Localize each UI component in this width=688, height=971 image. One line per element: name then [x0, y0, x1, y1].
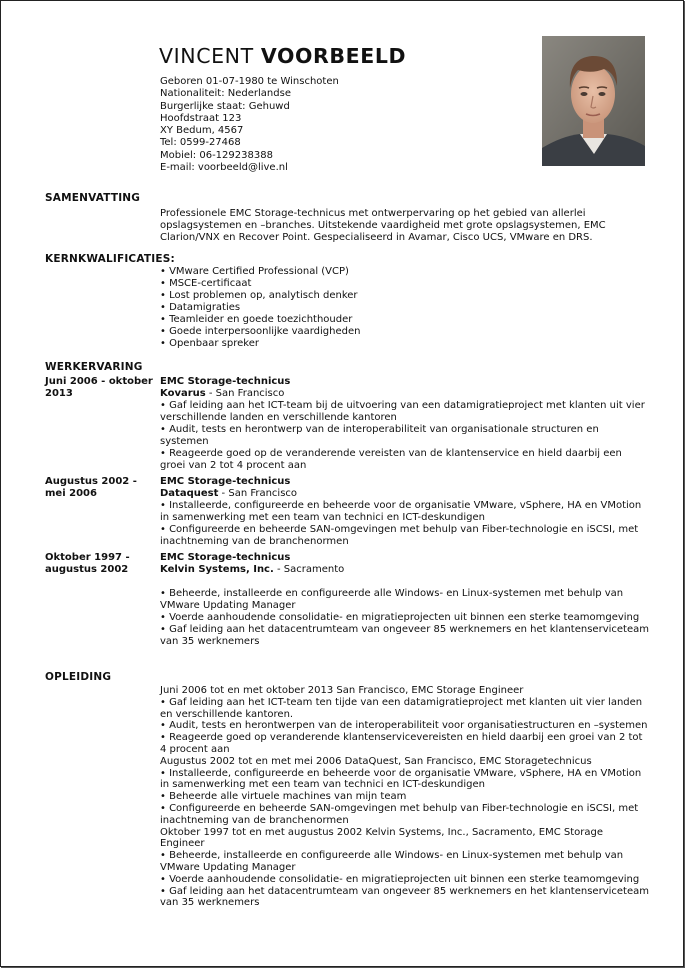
job-dates: Augustus 2002 - mei 2006: [45, 476, 137, 500]
job-bullet: • Configureerde en beheerde SAN-omgevingen met behulp van Fiber-technologie en iSCSI, met inachtneming van de branchenormen: [160, 524, 639, 547]
birth-info: Geboren 01-07-1980 te Winschoten: [160, 76, 339, 87]
education-bullet: • Audit, tests en herontwerpen van de interoperabiliteit voor organisatiestructuren en –systemen: [160, 720, 648, 732]
job-dates: Juni 2006 - oktober 2013: [45, 376, 153, 400]
skill-item: • Teamleider en goede toezichthouder: [160, 314, 353, 325]
job-title: EMC Storage-technicus: [160, 552, 291, 563]
job-dates: Oktober 1997 - augustus 2002: [45, 552, 130, 576]
education-bullet: • Gaf leiding aan het datacentrumteam van ongeveer 85 werknemers en het klantenserviceteam van 35 werknemers: [160, 885, 649, 909]
phone: Tel: 0599-27468: [160, 137, 241, 149]
summary-text: Professionele EMC Storage-technicus met ontwerpervaring op het gebied van allerlei opslagsystemen en –branches. Uitstekende vaardigheid met grote opslagsystemen, EMC Clarion/VNX en Recover Point. Gespecialiseerd in Avamar, Cisco UCS, VMware en DRS.: [160, 208, 606, 243]
education-entry-header: Juni 2006 tot en met oktober 2013 San Francisco, EMC Storage Engineer: [160, 685, 524, 696]
skills-heading: KERNKWALIFICATIES:: [45, 253, 175, 265]
education-entry-header: Oktober 1997 tot en met augustus 2002 Kelvin Systems, Inc., Sacramento, EMC Storage Engineer: [160, 826, 604, 850]
education-bullet: • Voerde aanhoudende consolidatie- en migratieprojecten uit binnen een sterke teamomgeving: [160, 873, 640, 885]
job-title: EMC Storage-technicus: [160, 476, 291, 487]
first-name: VINCENT: [159, 44, 254, 68]
profile-photo: [542, 36, 645, 166]
candidate-name: [159, 43, 406, 69]
education-bullet: • Installeerde, configureerde en beheerde voor de organisatie VMware, vSphere, HA en VMotion in samenwerking met een team van technici en ICT-deskundigen: [160, 767, 642, 791]
job-bullet: • Gaf leiding aan het ICT-team bij de uitvoering van een datamigratieproject met klanten uit vier verschillende landen en verschillende kantoren: [160, 400, 645, 423]
job-bullet: • Reageerde goed op de veranderende vereisten van de klantenservice en hield daarbij een groei van 2 tot 4 procent aan: [160, 448, 622, 471]
job-bullet: • Audit, tests en herontwerp van de interoperabiliteit van organisationale structuren en systemen: [160, 424, 599, 447]
skill-item: • Openbaar spreker: [160, 338, 259, 349]
job-bullet: • Installeerde, configureerde en beheerde voor de organisatie VMware, vSphere, HA en VMotion in samenwerking met een team van technici en ICT-deskundigen: [160, 500, 642, 523]
education-bullet: • Reageerde goed op veranderende klantenservicevereisten en hield daarbij een groei van 2 tot 4 procent aan: [160, 732, 643, 755]
skill-item: • Datamigraties: [160, 302, 241, 313]
company-location: - San Francisco: [205, 388, 285, 399]
nationality: Nationaliteit: Nederlandse: [160, 88, 291, 100]
last-name: VOORBEELD: [260, 44, 407, 68]
skill-item: • VMware Certified Professional (VCP): [160, 266, 349, 277]
job-company: [160, 564, 650, 576]
company-name: Dataquest: [160, 488, 219, 499]
marital-status: Burgerlijke staat: Gehuwd: [160, 100, 290, 112]
company-name: Kelvin Systems, Inc.: [160, 564, 274, 575]
spacer: [160, 576, 650, 588]
education-heading: OPLEIDING: [45, 671, 112, 683]
education-bullet: • Gaf leiding aan het ICT-team ten tijde van een datamigratieproject met klanten uit vier landen en verschillende kantoren.: [160, 696, 643, 720]
skill-item: • MSCE-certificaat: [160, 278, 252, 289]
education-bullet: • Beheerde alle virtuele machines van mijn team: [160, 791, 407, 803]
job-entry: [160, 376, 650, 472]
job-company: [160, 388, 650, 400]
company-name: Kovarus: [160, 388, 206, 399]
skill-item: • Lost problemen op, analytisch denker: [160, 290, 358, 301]
summary-heading: SAMENVATTING: [45, 192, 141, 204]
mobile: Mobiel: 06-129238388: [160, 149, 273, 161]
job-bullet: • Gaf leiding aan het datacentrumteam van ongeveer 85 werknemers en het klantenserviceteam van 35 werknemers: [160, 624, 649, 647]
job-bullet: • Voerde aanhoudende consolidatie- en migratieprojecten uit binnen een sterke teamomgeving: [160, 612, 640, 623]
job-title: EMC Storage-technicus: [160, 376, 291, 387]
education-bullet: • Beheerde, installeerde en configureerde alle Windows- en Linux-systemen met behulp van VMware Updating Manager: [160, 850, 624, 873]
street-address: Hoofdstraat 123: [160, 112, 242, 124]
job-entry: [160, 476, 650, 548]
skill-item: • Goede interpersoonlijke vaardigheden: [160, 326, 361, 337]
education-entry-header: Augustus 2002 tot en met mei 2006 DataQuest, San Francisco, EMC Storagetechnicus: [160, 755, 592, 767]
email: E-mail: voorbeeld@live.nl: [160, 162, 288, 174]
company-location: - San Francisco: [218, 488, 298, 499]
company-location: - Sacramento: [273, 564, 345, 575]
education-content: [160, 685, 650, 909]
postal-city: XY Bedum, 4567: [160, 125, 244, 137]
job-company: [160, 488, 650, 500]
job-bullet: • Beheerde, installeerde en configureerde alle Windows- en Linux-systemen met behulp van VMware Updating Manager: [160, 588, 624, 611]
education-bullet: • Configureerde en beheerde SAN-omgevingen met behulp van Fiber-technologie en iSCSI, met inachtneming van de branchenormen: [160, 802, 639, 826]
skills-list: [160, 266, 650, 350]
experience-heading: WERKERVARING: [45, 361, 143, 373]
job-entry: [160, 552, 650, 648]
contact-details: [160, 76, 339, 174]
